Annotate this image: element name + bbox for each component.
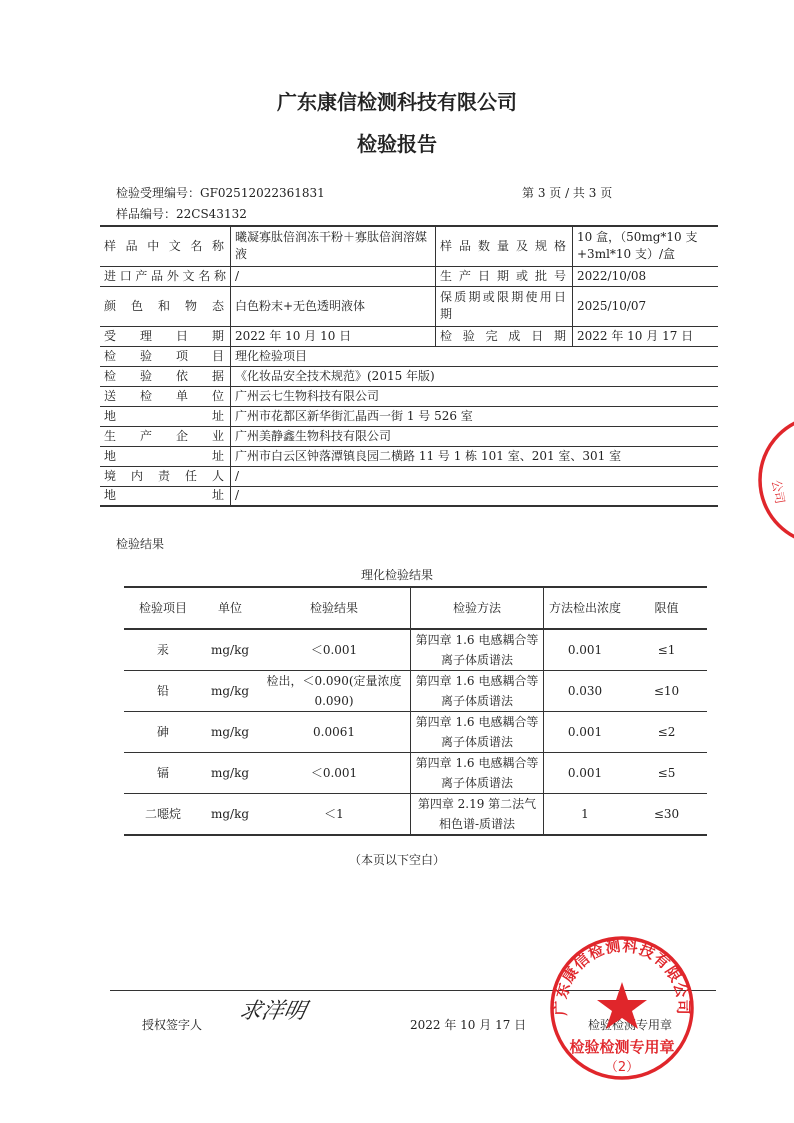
info-label: 地址 <box>100 446 231 466</box>
table-row <box>124 712 707 753</box>
cell-method: 第四章 2.19 第二法气相色谱-质谱法 <box>411 794 544 836</box>
page-indicator: 第 3 页 / 共 3 页 <box>522 186 613 200</box>
results-section-label: 检验结果 <box>116 537 165 551</box>
svg-text:公司: 公司 <box>769 478 788 505</box>
info-label: 样品数量及规格 <box>436 226 573 266</box>
svg-text:（2）: （2） <box>604 1060 640 1075</box>
col-header: 方法检出浓度 <box>544 587 627 629</box>
page-seam-stamp <box>752 410 794 550</box>
cell-result: 检出，＜0.090(定量浓度 0.090) <box>258 671 411 712</box>
col-header: 检验方法 <box>411 587 544 629</box>
cell-limit: ≤10 <box>626 671 707 712</box>
info-label: 生产日期或批号 <box>436 266 573 286</box>
col-header: 限值 <box>626 587 707 629</box>
acceptance-number: 检验受理编号：GF02512022361831 <box>116 186 325 200</box>
cell-limit: ≤5 <box>626 753 707 794</box>
info-label: 检验完成日期 <box>436 326 573 346</box>
info-value: 《化妆品安全技术规范》(2015 年版) <box>231 366 719 386</box>
cell-limit: ≤1 <box>626 629 707 671</box>
info-label: 检验依据 <box>100 366 231 386</box>
cell-lod: 0.030 <box>544 671 627 712</box>
cell-method: 第四章 1.6 电感耦合等离子体质谱法 <box>411 712 544 753</box>
cell-method: 第四章 1.6 电感耦合等离子体质谱法 <box>411 671 544 712</box>
info-value: 广州市花都区新华街汇晶西一街 1 号 526 室 <box>231 406 719 426</box>
table-row <box>124 671 707 712</box>
cell-unit: mg/kg <box>202 671 258 712</box>
info-label: 境内责任人 <box>100 466 231 486</box>
cell-item: 砷 <box>124 712 202 753</box>
cell-unit: mg/kg <box>202 629 258 671</box>
info-label: 地址 <box>100 406 231 426</box>
info-label: 受理日期 <box>100 326 231 346</box>
table-row <box>124 794 707 836</box>
signature: 求洋明 <box>236 999 309 1024</box>
cell-lod: 1 <box>544 794 627 836</box>
company-name: 广东康信检测科技有限公司 <box>277 90 517 114</box>
cell-method: 第四章 1.6 电感耦合等离子体质谱法 <box>411 753 544 794</box>
cell-result: ＜0.001 <box>258 629 411 671</box>
info-label: 地址 <box>100 486 231 506</box>
cell-lod: 0.001 <box>544 753 627 794</box>
info-label: 送检单位 <box>100 386 231 406</box>
info-label: 生产企业 <box>100 426 231 446</box>
col-header: 单位 <box>202 587 258 629</box>
cell-item: 镉 <box>124 753 202 794</box>
info-value: 2022 年 10 月 17 日 <box>573 326 719 346</box>
star-icon <box>597 982 647 1029</box>
info-value: 理化检验项目 <box>231 346 719 366</box>
info-value: / <box>231 486 719 506</box>
info-value: 曦凝寡肽倍润冻干粉＋寡肽倍润溶媒液 <box>231 226 436 266</box>
cell-item: 二噁烷 <box>124 794 202 836</box>
sample-info-table <box>100 225 718 507</box>
info-label: 颜色和物态 <box>100 286 231 326</box>
cell-item: 汞 <box>124 629 202 671</box>
sample-number: 样品编号：22CS43132 <box>116 207 247 221</box>
cell-method: 第四章 1.6 电感耦合等离子体质谱法 <box>411 629 544 671</box>
cell-unit: mg/kg <box>202 712 258 753</box>
table-row <box>124 753 707 794</box>
info-value: 10 盒，（50mg*10 支+3ml*10 支）/盒 <box>573 226 719 266</box>
svg-text:广东康信检测科技有限公司: 广东康信检测科技有限公司 <box>551 936 693 1016</box>
stamp-label: 检验检测专用章 <box>588 1018 673 1032</box>
results-table-title: 理化检验结果 <box>360 568 433 582</box>
signer-label: 授权签字人 <box>142 1018 203 1032</box>
cell-item: 铅 <box>124 671 202 712</box>
cell-result: ＜1 <box>258 794 411 836</box>
info-value: / <box>231 466 719 486</box>
info-value: 2025/10/07 <box>573 286 719 326</box>
info-value: 2022/10/08 <box>573 266 719 286</box>
info-value: 2022 年 10 月 10 日 <box>231 326 436 346</box>
cell-result: 0.0061 <box>258 712 411 753</box>
official-stamp <box>548 934 696 1082</box>
cell-result: ＜0.001 <box>258 753 411 794</box>
info-value: 广州美静鑫生物科技有限公司 <box>231 426 719 446</box>
info-value: 广州市白云区钟落潭镇良园二横路 11 号 1 栋 101 室、201 室、301 室 <box>231 446 719 466</box>
table-row <box>124 629 707 671</box>
report-title: 检验报告 <box>357 132 437 156</box>
cell-limit: ≤2 <box>626 712 707 753</box>
cell-limit: ≤30 <box>626 794 707 836</box>
svg-text:检验检测专用章: 检验检测专用章 <box>569 1038 675 1056</box>
cell-unit: mg/kg <box>202 753 258 794</box>
blank-note: （本页以下空白） <box>348 853 445 867</box>
sign-date: 2022 年 10 月 17 日 <box>410 1018 527 1032</box>
info-label: 保质期或限期使用日期 <box>436 286 573 326</box>
info-value: / <box>231 266 436 286</box>
cell-unit: mg/kg <box>202 794 258 836</box>
cell-lod: 0.001 <box>544 629 627 671</box>
col-header: 检验结果 <box>258 587 411 629</box>
info-value: 白色粉末+无色透明液体 <box>231 286 436 326</box>
info-label: 进口产品外文名称 <box>100 266 231 286</box>
cell-lod: 0.001 <box>544 712 627 753</box>
info-label: 检验项目 <box>100 346 231 366</box>
info-label: 样品中文名称 <box>100 226 231 266</box>
results-table <box>124 586 707 836</box>
info-value: 广州云七生物科技有限公司 <box>231 386 719 406</box>
col-header: 检验项目 <box>124 587 202 629</box>
